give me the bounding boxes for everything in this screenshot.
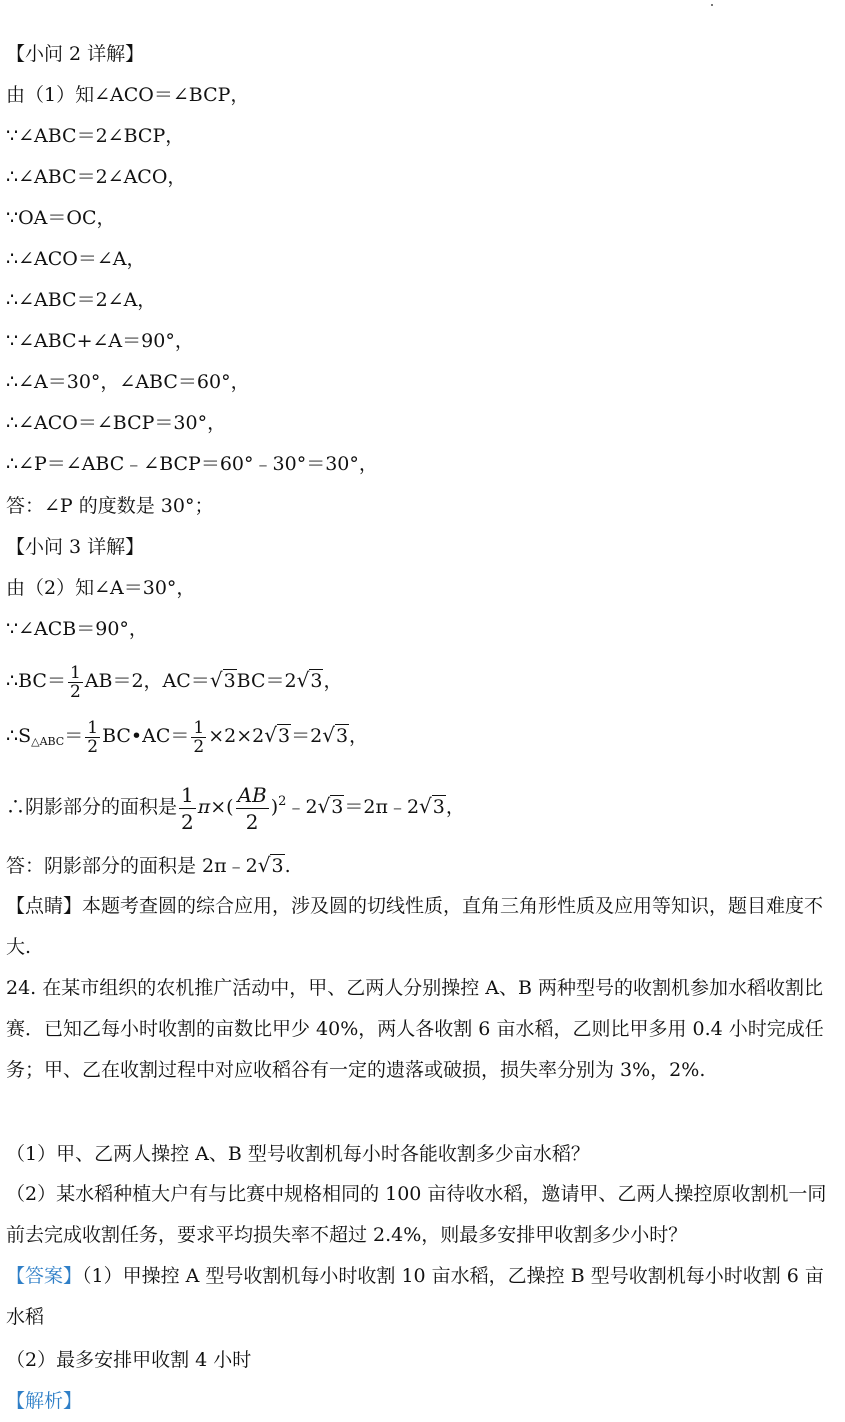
sqrt-three: √3 (257, 853, 284, 877)
answer-part2: （2）最多安排甲收割 4 小时 (6, 1349, 252, 1371)
sub2-line-4: ∵OA＝OC， (6, 207, 116, 229)
answer-part1: （1）甲操控 A 型号收割机每小时收割 10 亩水稻，乙操控 B 型号收割机每小时收割 6 亩水稻 (6, 1265, 824, 1328)
sub2-line-7: ∵∠ABC+∠A＝90°， (6, 330, 194, 352)
sub3-line-1: 由（2）知∠A＝30°， (6, 577, 196, 599)
sub2-line-6: ∴∠ABC＝2∠A， (6, 289, 157, 311)
dianjing-text: 本题考查圆的综合应用，涉及圆的切线性质，直角三角形性质及应用等知识，题目难度不大. (6, 895, 824, 958)
sqrt-three: √3 (209, 668, 236, 692)
sub3-bc-line: ∴BC＝ $\frac{1}{2}$ AB＝2，AC＝√3BC＝2√3， (6, 660, 342, 701)
scan-speck (711, 4, 713, 6)
sub2-line-8: ∴∠A＝30°，∠ABC＝60°， (6, 371, 250, 393)
sub3-shade-line: ∴阴影部分的面积是 $\frac{1}{2}$ π×( $\frac{AB}{2}$ )$^2$﹣2√3＝2π﹣2√3， (6, 774, 465, 835)
sub2-line-9: ∴∠ACO＝∠BCP＝30°， (6, 412, 227, 434)
sub3-answer: 答：阴影部分的面积是 2π﹣2√3. (6, 851, 291, 880)
half-fraction: $\frac{1}{2}$ (69, 662, 81, 702)
sub3-area-line: $\therefore S_{\triangle ABC}=$ $\frac{1}{2}$ BC•AC＝ $\frac{1}{2}$ ×2×2√3＝2√3， (6, 715, 368, 762)
sub2-line-10: ∴∠P＝∠ABC﹣∠BCP＝60°﹣30°＝30°， (6, 453, 378, 475)
half-fraction: $\frac{1}{2}$ (193, 717, 205, 757)
q24-part2: （2）某水稻种植大户有与比赛中规格相同的 100 亩待收水稻，邀请甲、乙两人操控原收割机一同前去完成收割任务，要求平均损失率不超过 2.4%，则最多安排甲收割多少小时？ (6, 1183, 827, 1246)
sub3-header: 【小问 3 详解】 (6, 536, 145, 558)
sqrt-three: √3 (419, 794, 445, 818)
sub2-line-3: ∴∠ABC＝2∠ACO， (6, 166, 187, 188)
sqrt-three: √3 (296, 668, 323, 692)
sqrt-three: √3 (264, 723, 291, 747)
q24-answer (6, 1256, 838, 1338)
sub2-line-2: ∵∠ABC＝2∠BCP， (6, 125, 185, 147)
ab-over-two-fraction: $\frac{AB}{2}$ (237, 782, 267, 834)
sub2-line-1: 由（1）知∠ACO＝∠BCP， (6, 84, 250, 106)
q24-stem: 24. 在某市组织的农机推广活动中，甲、乙两人分别操控 A、B 两种型号的收割机参加水稻收割比赛．已知乙每小时收割的亩数比甲少 40%，两人各收割 6 亩水稻，乙则比甲多用 0.4 小时完成任务；甲、乙在收割过程中对应收稻谷有一定的遗落或破损，损失率分别为 3%，2%. (6, 977, 824, 1081)
sqrt-three: √3 (322, 723, 349, 747)
analysis-label: 【解析】 (6, 1390, 83, 1412)
sub2-answer: 答：∠P 的度数是 30°； (6, 495, 214, 517)
dianjing-paragraph (6, 886, 838, 968)
sqrt-three: √3 (317, 794, 344, 818)
half-fraction: $\frac{1}{2}$ (181, 782, 194, 834)
sub2-header: 【小问 2 详解】 (6, 43, 145, 65)
half-fraction: $\frac{1}{2}$ (87, 717, 99, 757)
dianjing-label: 【点睛】 (6, 895, 83, 917)
q24-part1: （1）甲、乙两人操控 A、B 型号收割机每小时各能收割多少亩水稻？ (6, 1143, 590, 1165)
answer-label: 【答案】 (6, 1265, 83, 1287)
sub3-line-2: ∵∠ACB＝90°， (6, 618, 148, 640)
sub2-line-5: ∴∠ACO＝∠A， (6, 248, 146, 270)
